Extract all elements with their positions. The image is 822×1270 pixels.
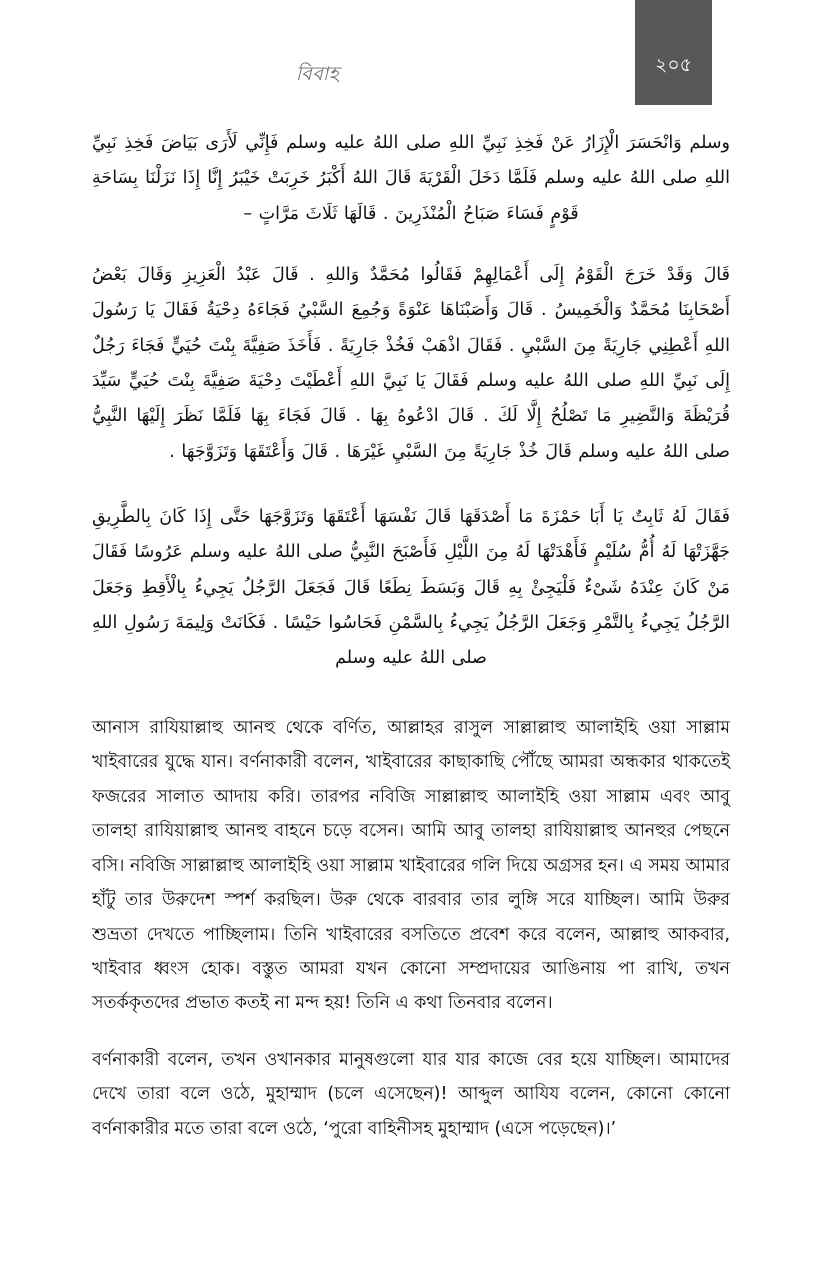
arabic-paragraph-3: فَقَالَ لَهُ ثَابِتٌ يَا أَبَا حَمْزَةَ مَا أَصْدَقَهَا قَالَ نَفْسَهَا أَعْتَقَهَا وَتَزَوَّجَهَا حَتَّى إِذَا كَانَ بِالطَّرِيقِ جَهَّزَتْهَا لَهُ أُمُّ سُلَيْمٍ فَأَهْدَتْهَا لَهُ مِنَ اللَّيْلِ فَأَصْبَحَ النَّبِيُّ صلى اللهُ عليه وسلم عَرُوسًا فَقَالَ مَنْ كَانَ عِنْدَهُ شَىْءٌ فَلْيَجِئْ بِهِ قَالَ وَبَسَطَ نِطَعًا قَالَ فَجَعَلَ الرَّجُلُ يَجِيءُ بِالْأَقِطِ وَجَعَلَ الرَّجُلُ يَجِيءُ بِالتَّمْرِ وَجَعَلَ الرَّجُلُ يَجِيءُ بِالسَّمْنِ فَحَاسُوا حَيْسًا . فَكَانَتْ وَلِيمَةَ رَسُولِ اللهِ صلى اللهُ عليه وسلم: [92, 507, 730, 669]
arabic-paragraph-1: وسلم وَانْحَسَرَ الْإِزَارُ عَنْ فَخِذِ نَبِيِّ اللهِ صلى اللهُ عليه وسلم فَإِنِّي لَأَرَى بَيَاضَ فَخِذِ نَبِيِّ اللهِ صلى اللهُ عليه وسلم فَلَمَّا دَخَلَ الْقَرْيَةَ قَالَ اللهُ أَكْبَرُ خَرِبَتْ خَيْبَرُ إِنَّا إِذَا نَزَلْنَا بِسَاحَةِ قَوْمٍ فَسَاءَ صَبَاحُ الْمُنْذَرِينَ . قَالَهَا ثَلَاثَ مَرَّاتٍ –: [92, 133, 730, 224]
arabic-paragraph-2: قَالَ وَقَدْ خَرَجَ الْقَوْمُ إِلَى أَعْمَالِهِمْ فَقَالُوا مُحَمَّدٌ وَاللهِ . قَالَ عَبْدُ الْعَزِيزِ وَقَالَ بَعْضُ أَصْحَابِنَا مُحَمَّدٌ وَالْخَمِيسُ . قَالَ وَأَصَبْنَاهَا عَنْوَةً وَجُمِعَ السَّبْيُ فَجَاءَهُ دِحْيَةُ فَقَالَ يَا رَسُولَ اللهِ أَعْطِنِي جَارِيَةً مِنَ السَّبْيِ . فَقَالَ اذْهَبْ فَخُذْ جَارِيَةً . فَأَخَذَ صَفِيَّةَ بِنْتَ حُيَيٍّ فَجَاءَ رَجُلٌ إِلَى نَبِيِّ اللهِ صلى اللهُ عليه وسلم فَقَالَ يَا نَبِيَّ اللهِ أَعْطَيْتَ دِحْيَةَ صَفِيَّةَ بِنْتَ حُيَيٍّ سَيِّدَ قُرَيْظَةَ وَالنَّضِيرِ مَا تَصْلُحُ إِلَّا لَكَ . قَالَ ادْعُوهُ بِهَا . قَالَ فَجَاءَ بِهَا فَلَمَّا نَظَرَ إِلَيْهَا النَّبِيُّ صلى اللهُ عليه وسلم قَالَ خُذْ جَارِيَةً مِنَ السَّبْيِ غَيْرَهَا . قَالَ وَأَعْتَقَهَا وَتَزَوَّجَهَا .: [92, 265, 730, 462]
page-number-block: [635, 0, 712, 105]
bengali-paragraph-2: বর্ণনাকারী বলেন, তখন ওখানকার মানুষগুলো যার যার কাজে বের হয়ে যাচ্ছিল। আমাদের দেখে তারা বলে ওঠে, মুহাম্মাদ (চলে এসেছেন)! আব্দুল আযিয বলেন, কোনো কোনো বর্ণনাকারীর মতে তারা বলে ওঠে, ‘পুরো বাহিনীসহ মুহাম্মাদ (এসে পড়েছেন)।’: [92, 1049, 730, 1139]
page-number: ২০৫: [654, 55, 693, 76]
page-content: [92, 126, 730, 1146]
running-head-title: বিবাহ: [295, 64, 340, 85]
bengali-paragraph-1: আনাস রাযিয়াল্লাহু আনহু থেকে বর্ণিত, আল্লাহর রাসুল সাল্লাল্লাহু আলাইহি ওয়া সাল্লাম খাইবারের যুদ্ধে যান। বর্ণনাকারী বলেন, খাইবারের কাছাকাছি পৌঁছে আমরা অন্ধকার থাকতেই ফজরের সালাত আদায় করি। তারপর নবিজি সাল্লাল্লাহু আলাইহি ওয়া সাল্লাম এবং আবু তালহা রাযিয়াল্লাহু আনহু বাহনে চড়ে বসেন। আমি আবু তালহা রাযিয়াল্লাহু আনহুর পেছনে বসি। নবিজি সাল্লাল্লাহু আলাইহি ওয়া সাল্লাম খাইবারের গলি দিয়ে অগ্রসর হন। এ সময় আমার হাঁটু তার উরুদেশ স্পর্শ করছিল। উরু থেকে বারবার তার লুঙ্গি সরে যাচ্ছিল। আমি উরুর শুভ্রতা দেখতে পাচ্ছিলাম। তিনি খাইবারের বসতিতে প্রবেশ করে বলেন, আল্লাহু আকবার, খাইবার ধ্বংস হোক। বস্তুত আমরা যখন কোনো সম্প্রদায়ের আঙিনায় পা রাখি, তখন সতর্ককৃতদের প্রভাত কতই না মন্দ হয়! তিনি এ কথা তিনবার বলেন।: [92, 717, 730, 1014]
